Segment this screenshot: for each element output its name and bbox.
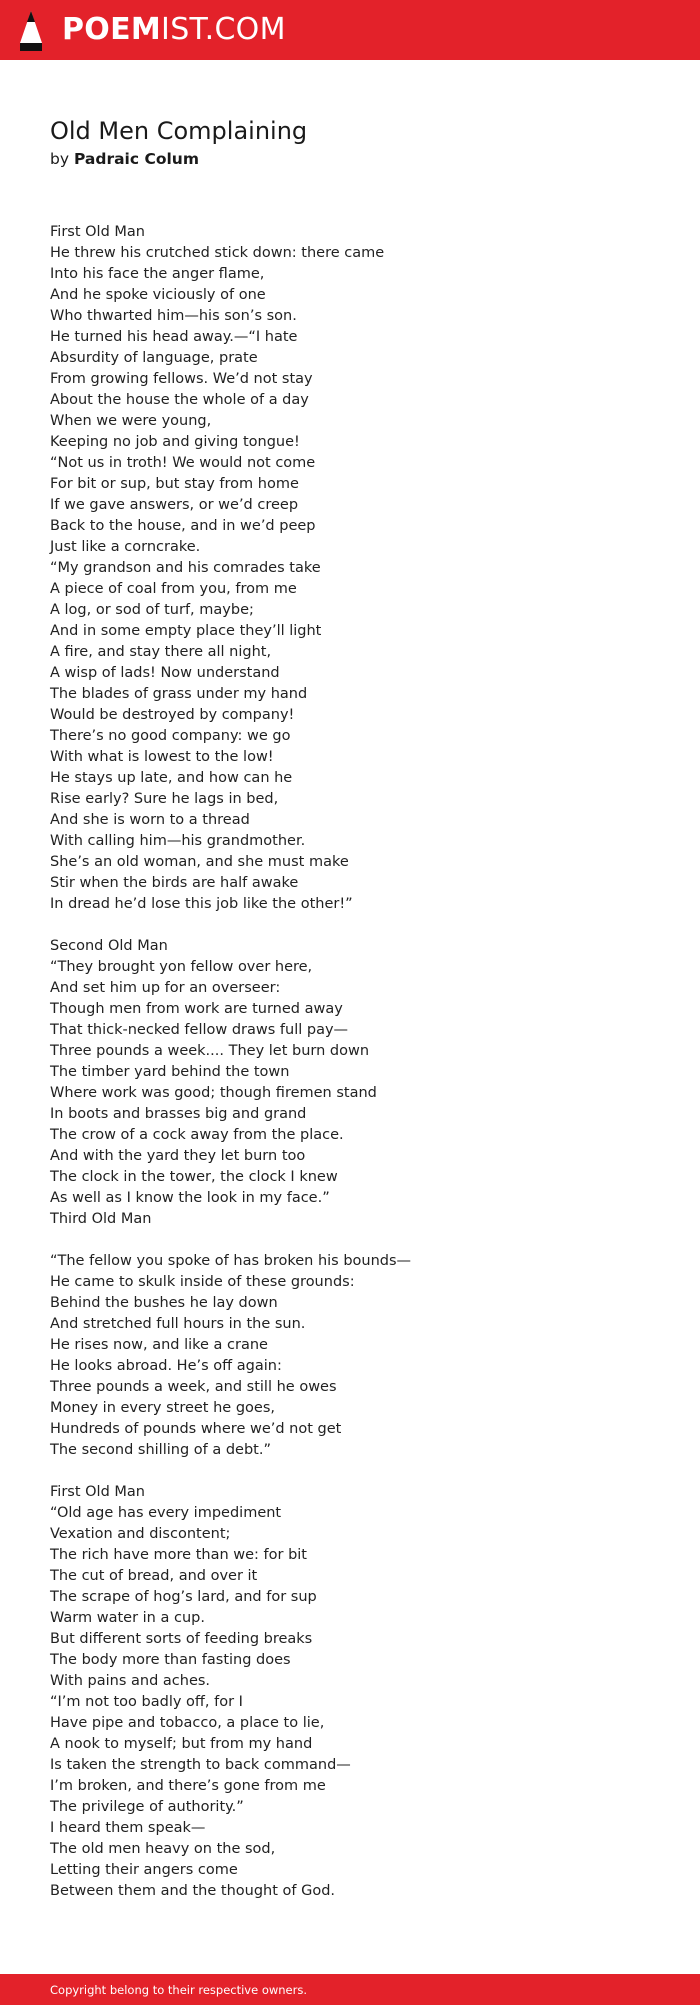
poem-line: Who thwarted him—his son’s son. — [50, 308, 297, 324]
pencil-tip-icon — [19, 10, 43, 52]
poem-title: Old Men Complaining — [50, 117, 308, 145]
poem-line: First Old Man — [50, 1484, 145, 1500]
poem-line: And set him up for an overseer: — [50, 980, 281, 996]
poem-line — [50, 1230, 670, 1251]
poem-line: A nook to myself; but from my hand — [50, 1736, 313, 1752]
by-label: by — [50, 150, 70, 168]
poem-content — [50, 114, 670, 1902]
poem-line: That thick-necked fellow draws full pay— — [50, 1022, 349, 1038]
poem-line: The timber yard behind the town — [50, 1064, 290, 1080]
poem-line: I heard them speak— — [50, 1820, 206, 1836]
poem-line: The second shilling of a debt.” — [50, 1442, 271, 1458]
poem-line: The scrape of hog’s lard, and for sup — [50, 1589, 317, 1605]
poem-line — [50, 915, 670, 936]
poem-line: He turned his head away.—“I hate — [50, 329, 298, 345]
poem-line: Three pounds a week, and still he owes — [50, 1379, 337, 1395]
poem-line: For bit or sup, but stay from home — [50, 476, 299, 492]
poem-line: She’s an old woman, and she must make — [50, 854, 349, 870]
poem-line: He stays up late, and how can he — [50, 770, 293, 786]
poem-line: Would be destroyed by company! — [50, 707, 295, 723]
poem-line: Money in every street he goes, — [50, 1400, 275, 1416]
poem-line: Second Old Man — [50, 938, 168, 954]
poem-line: If we gave answers, or we’d creep — [50, 497, 299, 513]
poem-line: When we were young, — [50, 413, 212, 429]
poem-line: Stir when the birds are half awake — [50, 875, 299, 891]
poem-line: And she is worn to a thread — [50, 812, 250, 828]
poem-line: “Old age has every impediment — [50, 1505, 282, 1521]
poem-line: And stretched full hours in the sun. — [50, 1316, 306, 1332]
site-header — [0, 0, 700, 60]
poem-line: And with the yard they let burn too — [50, 1148, 306, 1164]
poem-line: Vexation and discontent; — [50, 1526, 231, 1542]
poem-line: A fire, and stay there all night, — [50, 644, 272, 660]
poem-line: The clock in the tower, the clock I knew — [50, 1169, 338, 1185]
poem-line: Behind the bushes he lay down — [50, 1295, 278, 1311]
poem-line: From growing fellows. We’d not stay — [50, 371, 313, 387]
poem-line: “My grandson and his comrades take — [50, 560, 321, 576]
site-footer — [0, 1974, 700, 2005]
poem-line: A wisp of lads! Now understand — [50, 665, 280, 681]
poem-line: As well as I know the look in my face.” — [50, 1190, 330, 1206]
poem-line: Hundreds of pounds where we’d not get — [50, 1421, 342, 1437]
poem-line: A piece of coal from you, from me — [50, 581, 297, 597]
poem-line — [50, 1461, 670, 1482]
poem-line: The rich have more than we: for bit — [50, 1547, 307, 1563]
poem-line: With what is lowest to the low! — [50, 749, 274, 765]
byline — [50, 148, 670, 170]
poem-line: “The fellow you spoke of has broken his bounds— — [50, 1253, 412, 1269]
poem-line: Warm water in a cup. — [50, 1610, 205, 1626]
poem-line: The body more than fasting does — [50, 1652, 291, 1668]
poem-line: First Old Man — [50, 224, 145, 240]
poem-line: He looks abroad. He’s off again: — [50, 1358, 282, 1374]
poem-line: Is taken the strength to back command— — [50, 1757, 351, 1773]
poem-line: I’m broken, and there’s gone from me — [50, 1778, 326, 1794]
poem-line: Third Old Man — [50, 1211, 152, 1227]
poem-line: A log, or sod of turf, maybe; — [50, 602, 254, 618]
poem-line: Where work was good; though firemen stand — [50, 1085, 377, 1101]
poem-line: With calling him—his grandmother. — [50, 833, 306, 849]
poem-line: The old men heavy on the sod, — [50, 1841, 276, 1857]
site-logo[interactable] — [62, 11, 286, 49]
poem-line: He rises now, and like a crane — [50, 1337, 268, 1353]
poem-line: The cut of bread, and over it — [50, 1568, 258, 1584]
poem-line: “I’m not too badly off, for I — [50, 1694, 243, 1710]
poem-line: The crow of a cock away from the place. — [50, 1127, 344, 1143]
poem-line: But different sorts of feeding breaks — [50, 1631, 313, 1647]
poem-line: “Not us in troth! We would not come — [50, 455, 316, 471]
poem-line: And in some empty place they’ll light — [50, 623, 322, 639]
poem-line: Rise early? Sure he lags in bed, — [50, 791, 279, 807]
poem-line: About the house the whole of a day — [50, 392, 309, 408]
poem-line: “They brought yon fellow over here, — [50, 959, 313, 975]
poem-author: Padraic Colum — [73, 150, 199, 168]
poem-line: He threw his crutched stick down: there came — [50, 245, 385, 261]
poem-line: Back to the house, and in we’d peep — [50, 518, 316, 534]
copyright-text: Copyright belong to their respective owners. — [50, 1983, 308, 1997]
logo-text-light: IST.COM — [161, 12, 286, 47]
poem-line: Three pounds a week.... They let burn down — [50, 1043, 370, 1059]
poem-line: And he spoke viciously of one — [50, 287, 266, 303]
poem-line: In dread he’d lose this job like the other!” — [50, 896, 353, 912]
poem-line: Have pipe and tobacco, a place to lie, — [50, 1715, 325, 1731]
poem-line: Just like a corncrake. — [50, 539, 201, 555]
poem-line: Into his face the anger flame, — [50, 266, 265, 282]
poem-line: The blades of grass under my hand — [50, 686, 308, 702]
poem-line: The privilege of authority.” — [50, 1799, 244, 1815]
poem-line: Keeping no job and giving tongue! — [50, 434, 300, 450]
poem-line: There’s no good company: we go — [50, 728, 291, 744]
poem-line: Between them and the thought of God. — [50, 1883, 336, 1899]
poem-line: Though men from work are turned away — [50, 1001, 343, 1017]
poem-line: In boots and brasses big and grand — [50, 1106, 307, 1122]
poem-line: Letting their angers come — [50, 1862, 238, 1878]
poem-line: With pains and aches. — [50, 1673, 211, 1689]
poem-line: He came to skulk inside of these grounds: — [50, 1274, 355, 1290]
poem-line: Absurdity of language, prate — [50, 350, 258, 366]
poem-body — [50, 222, 670, 1902]
logo-text-strong: POEM — [62, 12, 162, 47]
